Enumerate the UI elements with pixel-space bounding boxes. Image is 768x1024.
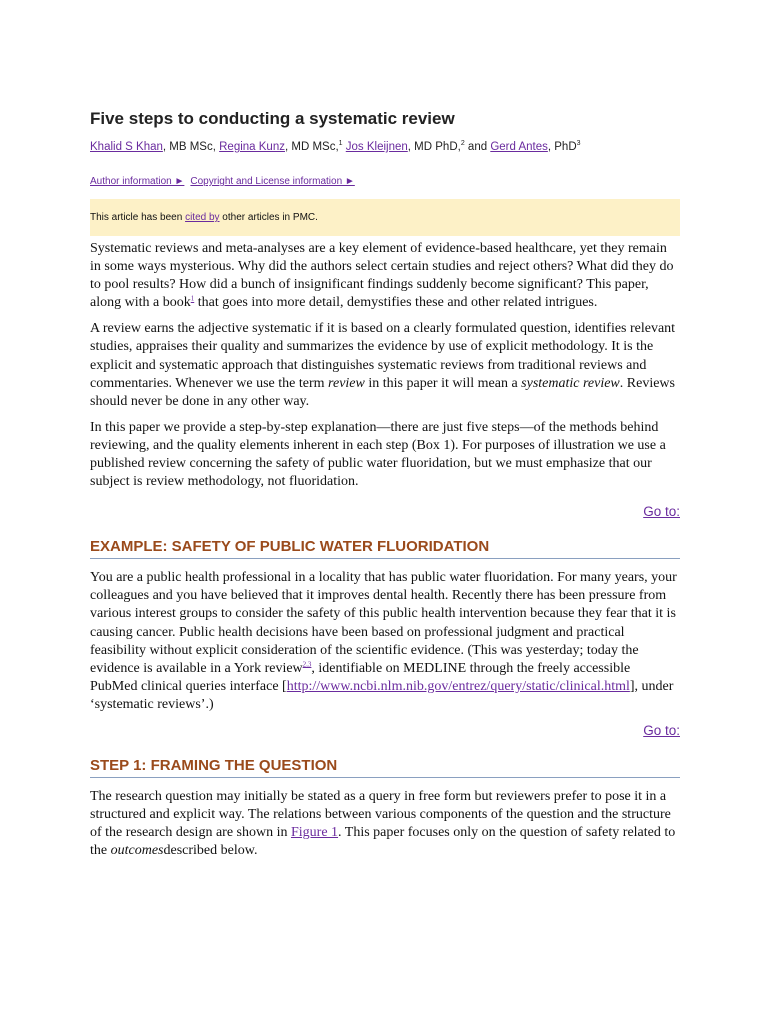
author-info-links: [90, 175, 680, 189]
text-run: described below.: [163, 843, 258, 859]
text-run: that goes into more detail, demystifies these and other related intrigues.: [194, 295, 598, 311]
text-run: , identifiable on MEDLINE through the freely accessible PubMed clinical queries interface [: [90, 660, 631, 694]
step1-section: [90, 788, 680, 860]
text-run: A review earns the adjective systematic if it is based on a clearly formulated question, identifies relevant studies, appraises their quality and summarizes the evidence by use of explicit methodology. It is the explicit and systematic approach that distinguishes systematic reviews from traditional reviews and commentaries. Whenever we use the term: [90, 321, 676, 391]
cited-by-prefix: This article has been: [90, 212, 186, 223]
intro-paragraph-3: In this paper we provide a step-by-step explanation—there are just five steps—of the methods behind reviewing, and the quality elements inherent in each step (Box 1). For purposes of illustration we use a published review concerning the safety of public water fluoridation, but we must emphasize that our subject is review methodology, not fluoridation.: [90, 419, 666, 490]
reference-link-2-3[interactable]: 2,3: [302, 660, 312, 669]
goto-nav: [90, 722, 680, 740]
cited-by-link[interactable]: cited by: [185, 212, 220, 223]
author-degree: , MD MSc,: [284, 141, 339, 153]
text-run: in this paper it will mean a: [364, 375, 522, 391]
author-degree: , MB MSc,: [162, 141, 220, 153]
author-link-antes[interactable]: Gerd Antes: [490, 141, 548, 153]
text-run: The research question may initially be stated as a query in free form but reviewers prefer to pose it in a structured and explicit way. The relations between various components of the question and the structure of the research design are shown in: [90, 788, 671, 841]
affiliation-marker: 2: [460, 140, 465, 148]
emphasis: systematic review: [521, 375, 620, 391]
cited-by-suffix: other articles in PMC.: [219, 212, 318, 223]
author-link-kunz[interactable]: Regina Kunz: [219, 141, 285, 153]
intro-section: [90, 240, 680, 491]
reference-link-1[interactable]: 1: [190, 294, 195, 303]
author-link-khan[interactable]: Khalid S Khan: [90, 141, 163, 153]
section-heading-example: EXAMPLE: SAFETY OF PUBLIC WATER FLUORIDATION: [90, 538, 680, 559]
text-run: ], under ‘systematic reviews’.): [90, 678, 674, 712]
author-information-link[interactable]: Author information ►: [90, 176, 185, 187]
copyright-license-link[interactable]: Copyright and License information ►: [190, 176, 355, 187]
article-title: Five steps to conducting a systematic review: [90, 109, 455, 128]
step1-paragraph: [90, 788, 680, 860]
author-conjunction: and: [464, 141, 491, 153]
cited-by-notice: [90, 199, 680, 236]
intro-paragraph-2: [90, 320, 680, 410]
emphasis: review: [328, 375, 365, 391]
example-section: [90, 569, 680, 714]
pubmed-clinical-queries-link[interactable]: http://www.ncbi.nlm.nib.gov/entrez/query/static/clinical.html: [286, 678, 630, 694]
section-heading-step1: STEP 1: FRAMING THE QUESTION: [90, 757, 680, 778]
author-degree: , PhD: [547, 141, 577, 153]
figure-1-link[interactable]: Figure 1: [290, 825, 339, 841]
author-link-kleijnen[interactable]: Jos Kleijnen: [345, 141, 408, 153]
text-run: . This paper focuses only on the question of safety related to the: [90, 825, 676, 859]
affiliation-marker: 3: [576, 140, 581, 148]
emphasis: outcomes: [110, 843, 164, 859]
text-run: . Reviews should never be done in any other way.: [90, 375, 675, 409]
goto-link[interactable]: Go to:: [643, 504, 680, 520]
article-content: [90, 108, 680, 868]
goto-nav: [90, 503, 680, 521]
author-list: [90, 139, 680, 155]
affiliation-marker: 1: [338, 140, 343, 148]
goto-link[interactable]: Go to:: [643, 722, 680, 738]
intro-paragraph-1: [90, 240, 680, 312]
text-run: You are a public health professional in a locality that has public water fluoridation. For many years, your colleagues and you have believed that it improves dental health. Recently there has been pressure from various interest groups to consider the safety of this public health intervention because they fear that it is causing cancer. Public health decisions have been based on professional judgment and practical feasibility without explicit consideration of the scientific evidence. (This was yesterday; today the evidence is available in a York review: [90, 570, 677, 676]
text-run: Systematic reviews and meta-analyses are a key element of evidence-based healthcare, yet they remain in some ways mysterious. Why did the authors select certain studies and reject others? What did they do to pool results? How did a bunch of insignificant findings suddenly become significant? This paper, along with a book: [90, 241, 674, 311]
example-paragraph: [90, 569, 680, 714]
author-degree: , MD PhD,: [407, 141, 461, 153]
